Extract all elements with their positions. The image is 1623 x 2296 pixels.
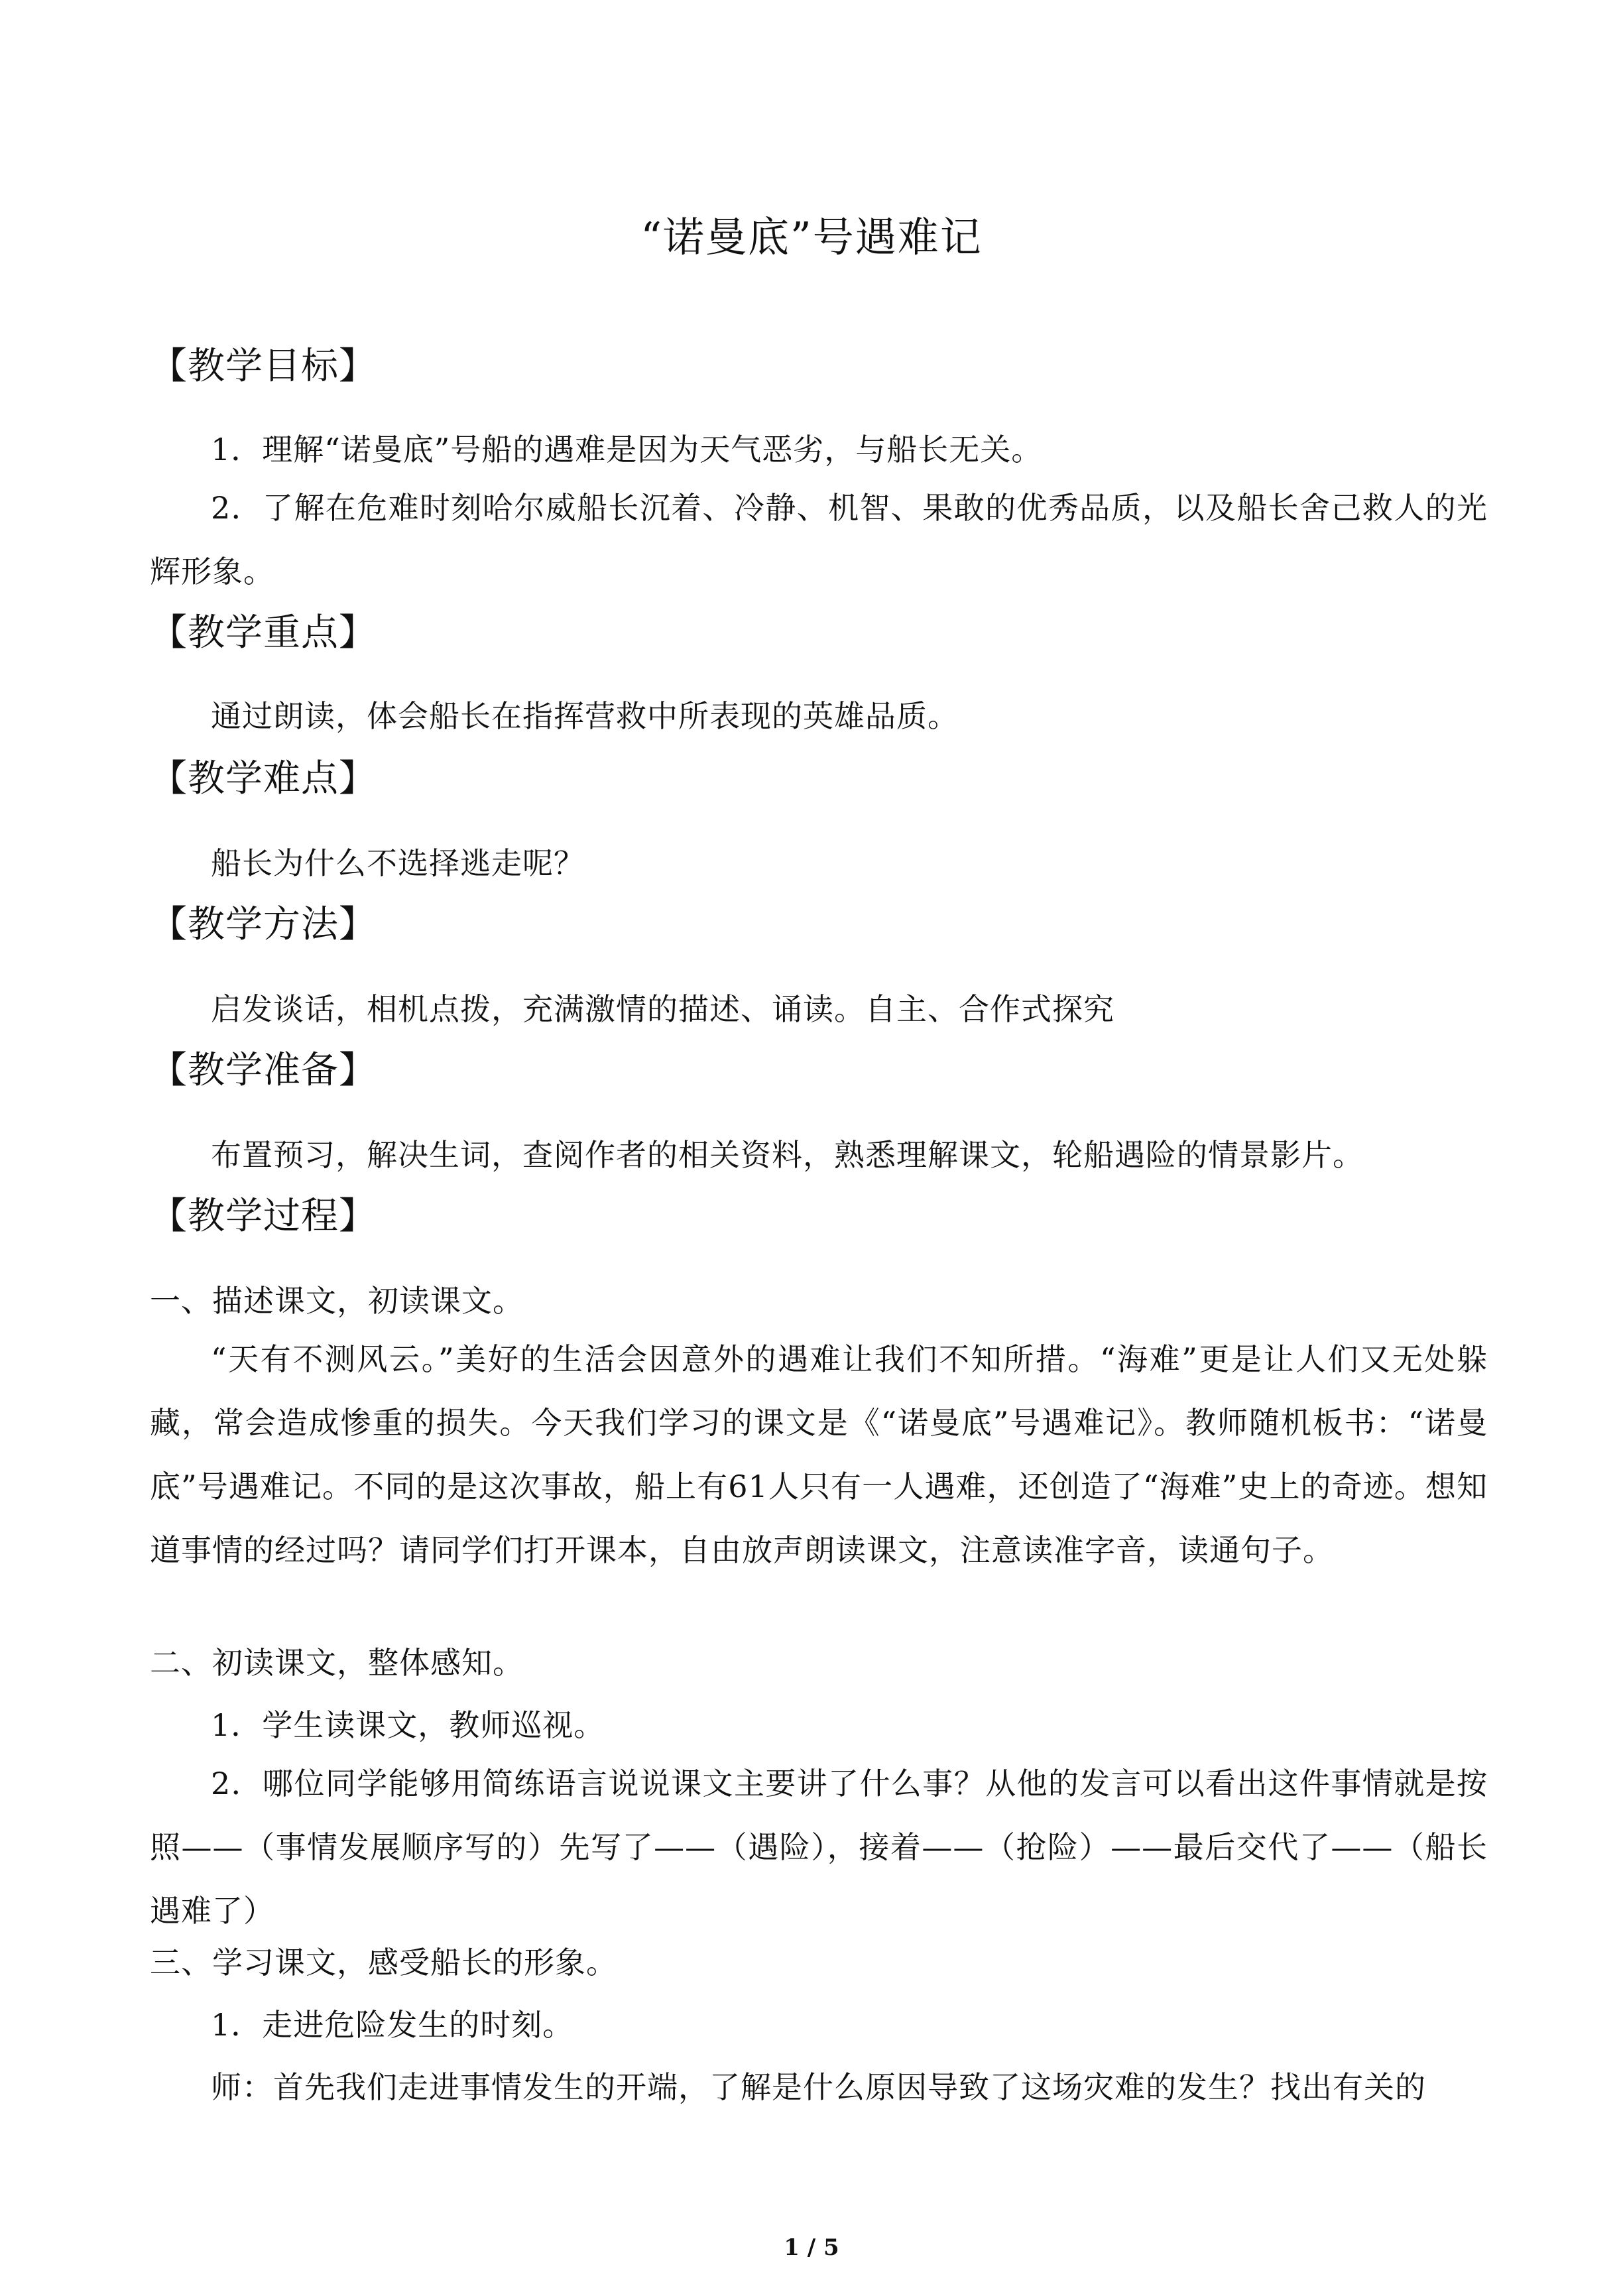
heading-difficulties: 【教学难点】 xyxy=(150,757,377,800)
difficulties-text: 船长为什么不选择逃走呢？ xyxy=(211,845,585,881)
step3-item-1: 1．走进危险发生的时刻。 xyxy=(211,2007,574,2043)
document-title: “诺曼底”号遇难记 xyxy=(640,213,983,261)
heading-teaching-goals: 【教学目标】 xyxy=(150,345,377,388)
key-points-text: 通过朗读，体会船长在指挥营救中所表现的英雄品质。 xyxy=(211,698,959,734)
step1-title: 一、描述课文，初读课文。 xyxy=(150,1283,524,1319)
step3-title: 三、学习课文，感受船长的形象。 xyxy=(150,1945,617,1980)
methods-text: 启发谈话，相机点拨，充满激情的描述、诵读。自主、合作式探究 xyxy=(211,991,1114,1027)
step2-item-1: 1．学生读课文，教师巡视。 xyxy=(211,1707,605,1743)
preparation-text: 布置预习，解决生词，查阅作者的相关资料，熟悉理解课文，轮船遇险的情景影片。 xyxy=(211,1137,1364,1173)
goal-item-1: 1．理解“诺曼底”号船的遇难是因为天气恶劣，与船长无关。 xyxy=(211,432,1043,467)
heading-methods: 【教学方法】 xyxy=(150,903,377,946)
page-number: 1 / 5 xyxy=(784,2234,839,2261)
step2-title: 二、初读课文，整体感知。 xyxy=(150,1645,524,1681)
step3-text: 师：首先我们走进事情发生的开端，了解是什么原因导致了这场灾难的发生？找出有关的 xyxy=(211,2069,1426,2105)
heading-key-points: 【教学重点】 xyxy=(150,611,377,654)
goal-item-2: 2．了解在危难时刻哈尔威船长沉着、冷静、机智、果敢的优秀品质，以及船长舍己救人的光辉形象。 xyxy=(150,490,1488,589)
step2-item-2: 2．哪位同学能够用简练语言说说课文主要讲了什么事？从他的发言可以看出这件事情就是按照——（事情发展顺序写的）先写了——（遇险），接着——（抢险）——最后交代了——（船长遇难了） xyxy=(150,1766,1488,1929)
step1-text: “天有不测风云。”美好的生活会因意外的遇难让我们不知所措。“海难”更是让人们又无处躲藏，常会造成惨重的损失。今天我们学习的课文是《“诺曼底”号遇难记》。教师随机板书：“诺曼底”号遇难记。不同的是这次事故，船上有61人只有一人遇难，还创造了“海难”史上的奇迹。想知道事情的经过吗？请同学们打开课本，自由放声朗读课文，注意读准字音，读通句子。 xyxy=(150,1341,1488,1568)
heading-process: 【教学过程】 xyxy=(150,1195,377,1238)
heading-preparation: 【教学准备】 xyxy=(150,1049,377,1092)
